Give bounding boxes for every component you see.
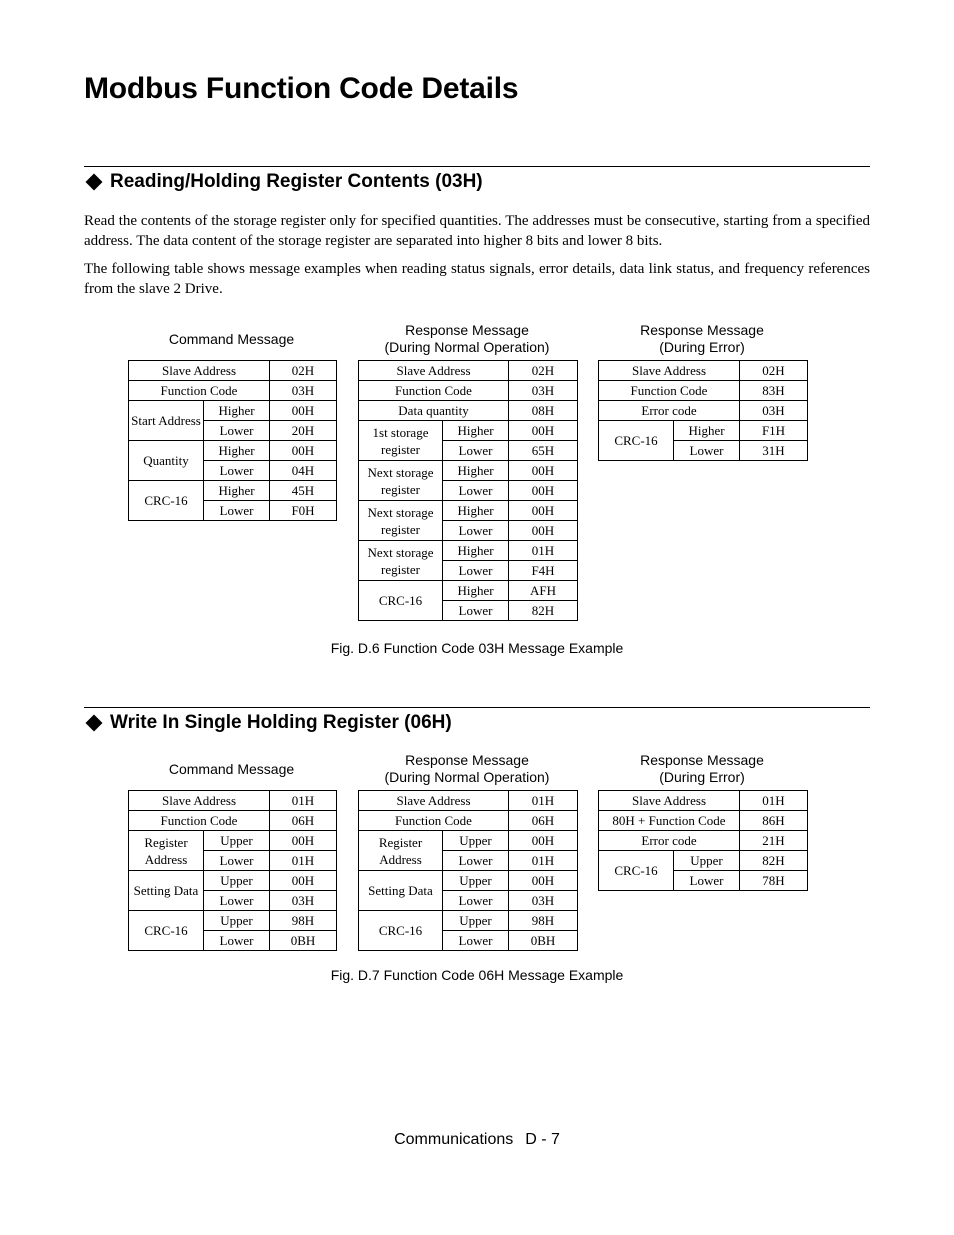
table-row: Lower 00H: [359, 481, 578, 501]
table-row: Lower 65H: [359, 441, 578, 461]
table-row: CRC-16 Upper 82H: [599, 851, 808, 871]
footer-section-name: Communications: [394, 1131, 514, 1148]
table-row: Next storage register Higher 00H: [359, 461, 578, 481]
table-row: Function Code 03H: [359, 381, 578, 401]
table-row: Register Address Upper 00H: [359, 831, 578, 851]
section-heading-text: Write In Single Holding Register (06H): [110, 712, 452, 733]
page-number: D - 7: [525, 1131, 560, 1148]
table-row: Slave Address 02H: [599, 361, 808, 381]
table-row: CRC-16 Upper 98H: [129, 911, 337, 931]
table-row: Lower 78H: [599, 871, 808, 891]
table-row: Lower 31H: [599, 441, 808, 461]
diamond-bullet-icon: [86, 174, 103, 191]
table-row: CRC-16 Higher F1H: [599, 421, 808, 441]
table-row: Lower 82H: [359, 601, 578, 621]
table-row: Lower 01H: [359, 851, 578, 871]
page-footer: [0, 1131, 954, 1149]
table-row: Error code 03H: [599, 401, 808, 421]
table-row: Function Code 06H: [129, 811, 337, 831]
table-row: Lower 03H: [129, 891, 337, 911]
section-heading-text: Reading/Holding Register Contents (03H): [110, 171, 483, 192]
table-row: Register Address Upper 00H: [129, 831, 337, 851]
table-row: Lower 01H: [129, 851, 337, 871]
page-title: Modbus Function Code Details: [84, 72, 519, 105]
table-row: CRC-16 Upper 98H: [359, 911, 578, 931]
table-row: Quantity Higher 00H: [129, 441, 337, 461]
table-row: Next storage register Higher 01H: [359, 541, 578, 561]
response-normal-table-03h: [358, 360, 578, 621]
response-error-table-03h: [598, 360, 808, 461]
response-normal-table-06h: [358, 790, 578, 951]
table-row: Slave Address 01H: [359, 791, 578, 811]
table-row: Error code 21H: [599, 831, 808, 851]
table-row: Function Code 06H: [359, 811, 578, 831]
table-row: 80H + Function Code 86H: [599, 811, 808, 831]
response-error-caption: Response Message (During Error): [640, 752, 764, 785]
figure-caption-d6: Fig. D.6 Function Code 03H Message Example: [330, 640, 624, 656]
table-row: Slave Address 01H: [599, 791, 808, 811]
command-message-caption: Command Message: [168, 761, 295, 777]
table-row: 1st storage register Higher 00H: [359, 421, 578, 441]
table-row: CRC-16 Higher 45H: [129, 481, 337, 501]
table-row: Next storage register Higher 00H: [359, 501, 578, 521]
section-heading-03h: [84, 171, 483, 193]
table-row: Lower F4H: [359, 561, 578, 581]
table-row: Setting Data Upper 00H: [129, 871, 337, 891]
figure-caption-d7: Fig. D.7 Function Code 06H Message Example: [330, 967, 624, 983]
table-row: CRC-16 Higher AFH: [359, 581, 578, 601]
diamond-bullet-icon: [86, 715, 103, 732]
table-row: Lower F0H: [129, 501, 337, 521]
intro-paragraph: Read the contents of the storage register only for specified quantities. The addresses must be consecutive, starting from a specified address. The data content of the storage register are separated into higher 8 bits and lower 8 bits.: [84, 213, 870, 249]
section-heading-06h: [84, 712, 452, 734]
command-message-caption: Command Message: [168, 331, 295, 347]
section-divider: [84, 166, 870, 167]
response-normal-caption: Response Message (During Normal Operation): [384, 752, 550, 785]
table-row: Lower 0BH: [359, 931, 578, 951]
command-message-table-06h: [128, 790, 337, 951]
table-row: Function Code 83H: [599, 381, 808, 401]
response-normal-caption: Response Message (During Normal Operation): [384, 322, 550, 355]
table-row: Lower 0BH: [129, 931, 337, 951]
table-row: Start Address Higher 00H: [129, 401, 337, 421]
table-row: Lower 20H: [129, 421, 337, 441]
table-row: Slave Address 02H: [359, 361, 578, 381]
example-paragraph: The following table shows message examples when reading status signals, error details, data link status, and frequency references from the slave 2 Drive.: [84, 261, 870, 297]
table-row: Lower 03H: [359, 891, 578, 911]
table-row: Setting Data Upper 00H: [359, 871, 578, 891]
table-row: Lower 04H: [129, 461, 337, 481]
table-row: Function Code 03H: [129, 381, 337, 401]
response-error-table-06h: [598, 790, 808, 891]
table-row: Slave Address 01H: [129, 791, 337, 811]
section-divider: [84, 707, 870, 708]
command-message-table-03h: [128, 360, 337, 521]
table-row: Lower 00H: [359, 521, 578, 541]
table-row: Slave Address 02H: [129, 361, 337, 381]
response-error-caption: Response Message (During Error): [640, 322, 764, 355]
table-row: Data quantity 08H: [359, 401, 578, 421]
